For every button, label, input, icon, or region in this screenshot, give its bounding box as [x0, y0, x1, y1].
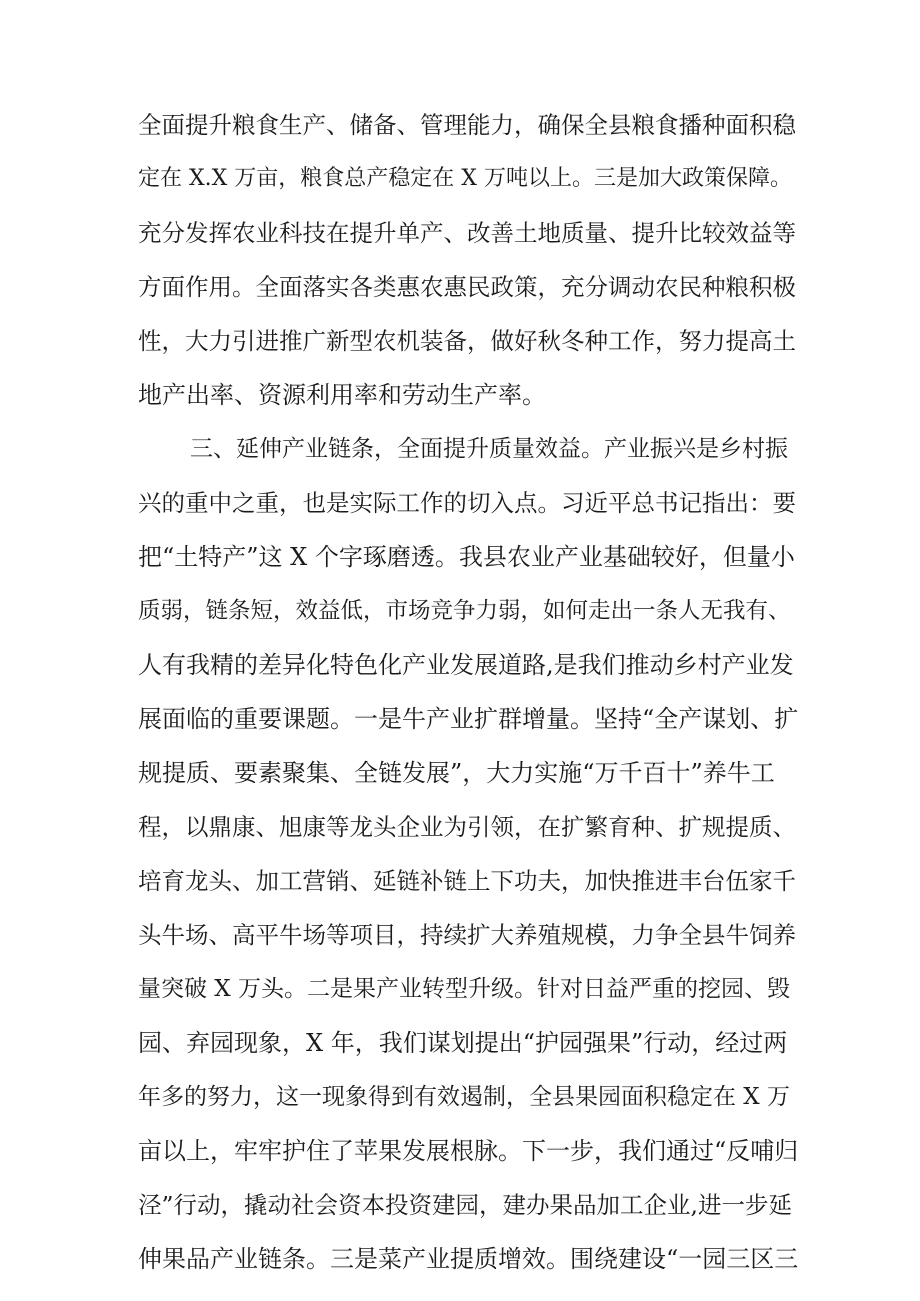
section-heading-line: 三、延伸产业链条，全面提升质量效益。产业振兴是乡村振 — [190, 436, 788, 462]
text-line: 地产出率、资源利用率和劳动生产率。 — [138, 381, 546, 409]
text-line: 全面提升粮食生产、储备、管理能力，确保全县粮食播种面积稳 — [138, 111, 796, 139]
text-line: 充分发挥农业科技在提升单产、改善土地质量、提升比较效益等 — [138, 219, 796, 247]
text-line: 培育龙头、加工营销、延链补链上下功夫，加快推进丰台伍家千 — [138, 867, 796, 895]
text-line: 把“土特产”这 X 个字琢磨透。我县农业产业基础较好，但量小 — [138, 543, 795, 571]
text-line: 规提质、要素聚集、全链发展”，大力实施“万千百十”养牛工 — [138, 759, 775, 787]
text-line: 程，以鼎康、旭康等龙头企业为引领，在扩繁育种、扩规提质、 — [138, 813, 796, 841]
text-line: 亩以上，牢牢护住了苹果发展根脉。下一步，我们通过“反哺归 — [138, 1137, 799, 1165]
text-line: 兴的重中之重，也是实际工作的切入点。习近平总书记指出：要 — [138, 489, 796, 517]
text-line: 泾”行动，撬动社会资本投资建园，建办果品加工企业,进一步延 — [138, 1191, 792, 1219]
text-line: 展面临的重要课题。一是牛产业扩群增量。坚持“全产谋划、扩 — [138, 705, 799, 733]
text-line: 量突破 X 万头。二是果产业转型升级。针对日益严重的挖园、毁 — [138, 976, 790, 1002]
text-line: 定在 X.X 万亩，粮食总产稳定在 X 万吨以上。三是加大政策保障。 — [138, 166, 792, 191]
text-line: 头牛场、高平牛场等项目，持续扩大养殖规模，力争全县牛饲养 — [138, 921, 796, 949]
text-line: 园、弃园现象，X 年，我们谋划提出“护园强果”行动，经过两 — [138, 1029, 788, 1057]
text-line: 伸果品产业链条。三是菜产业提质增效。围绕建设“一园三区三 — [138, 1245, 799, 1273]
text-line: 质弱，链条短，效益低，市场竞争力弱，如何走出一条人无我有、 — [138, 598, 791, 624]
text-line: 方面作用。全面落实各类惠农惠民政策，充分调动农民种粮积极 — [138, 273, 796, 301]
text-line: 性，大力引进推广新型农机装备，做好秋冬种工作，努力提高土 — [138, 327, 796, 355]
text-line: 人有我精的差异化特色化产业发展道路,是我们推动乡村产业发 — [138, 651, 794, 679]
text-line: 年多的努力，这一现象得到有效遏制，全县果园面积稳定在 X 万 — [138, 1084, 790, 1110]
